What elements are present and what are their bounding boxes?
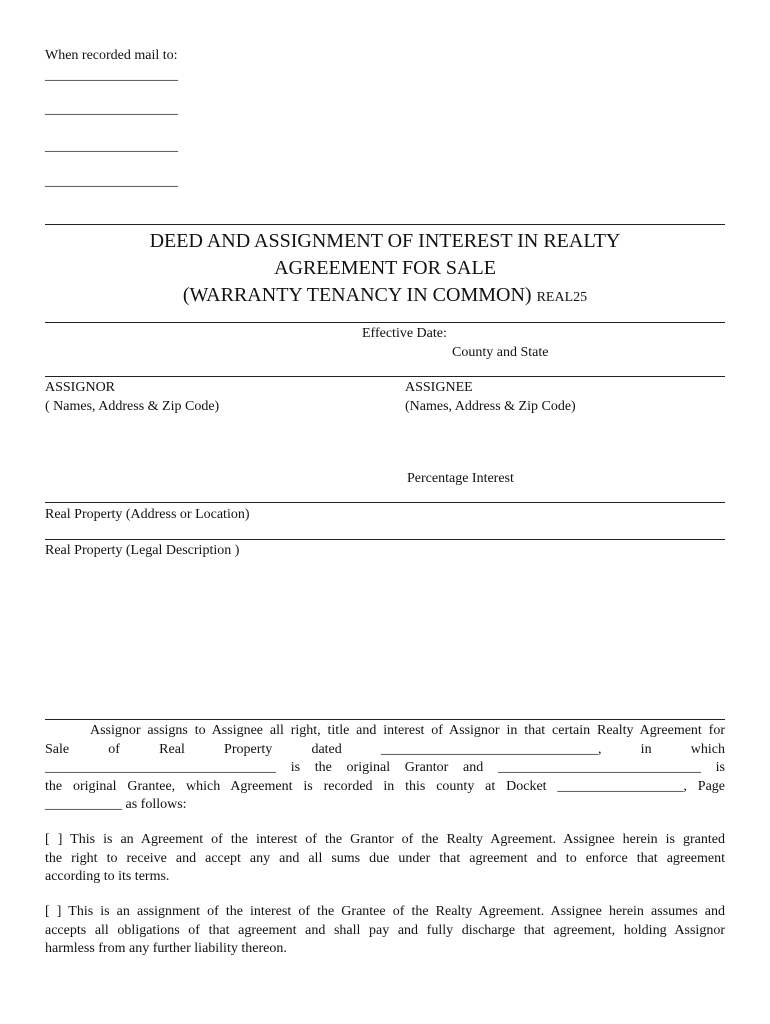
mail-to-line-1: ___________________ xyxy=(45,68,178,83)
option2-line-1: [ ] This is an assignment of the interest of the Grantee of the Realty Agreement. Assignee herein assumes and xyxy=(45,904,725,919)
divider xyxy=(45,719,725,720)
option2-line-2: accepts all obligations of that agreement and shall pay and fully discharge that agreement, holding Assignor xyxy=(45,922,725,938)
form-code: REAL25 xyxy=(536,290,588,305)
real-property-address-label: Real Property (Address or Location) xyxy=(45,507,250,522)
title-line-1: DEED AND ASSIGNMENT OF INTEREST IN REALTY xyxy=(149,230,621,252)
option-grantor-interest xyxy=(45,831,725,887)
assignment-line-3: _________________________________ is the original Grantor and _____________________________ is xyxy=(45,760,725,775)
option1-line-2: the right to receive and accept any and all sums due under that agreement and to enforce that agreement xyxy=(45,850,725,866)
title-line-2: AGREEMENT FOR SALE xyxy=(274,257,496,279)
mail-to-line-3: ___________________ xyxy=(45,139,178,154)
document-title xyxy=(45,228,725,311)
divider xyxy=(45,224,725,225)
divider xyxy=(45,502,725,503)
assignment-line-1: Assignor assigns to Assignee all right, title and interest of Assignor in that certain Realty Agreement for xyxy=(90,723,725,738)
mail-to-line-2: ___________________ xyxy=(45,102,178,117)
option1-line-1: [ ] This is an Agreement of the interest of the Grantor of the Realty Agreement. Assignee herein is granted xyxy=(45,832,725,847)
percentage-interest-label: Percentage Interest xyxy=(407,471,514,486)
divider xyxy=(45,539,725,540)
option1-line-3: according to its terms. xyxy=(45,869,170,884)
assignment-line-2: Sale of Real Property dated _______________________________, in which xyxy=(45,741,725,757)
effective-date-label: Effective Date: xyxy=(362,326,447,341)
divider xyxy=(45,322,725,323)
assignor-heading: ASSIGNOR xyxy=(45,380,116,395)
assignment-paragraph xyxy=(45,722,725,815)
title-line-3 xyxy=(45,282,725,311)
option2-line-3: harmless from any further liability thereon. xyxy=(45,941,287,956)
divider xyxy=(45,376,725,377)
assignee-heading: ASSIGNEE xyxy=(405,380,473,395)
real-property-legal-label: Real Property (Legal Description ) xyxy=(45,543,240,558)
assignment-line-4: the original Grantee, which Agreement is recorded in this county at Docket __________________, Page xyxy=(45,778,725,794)
assignor-subheading: ( Names, Address & Zip Code) xyxy=(45,399,220,414)
assignment-line-5: ___________ as follows: xyxy=(45,797,187,812)
option-grantee-interest xyxy=(45,903,725,959)
county-state-label: County and State xyxy=(452,345,549,360)
mail-to-line-4: ___________________ xyxy=(45,174,178,189)
assignee-subheading: (Names, Address & Zip Code) xyxy=(405,399,576,414)
title-line-3-text: (WARRANTY TENANCY IN COMMON) xyxy=(182,284,532,306)
mail-to-label: When recorded mail to: xyxy=(45,48,178,63)
